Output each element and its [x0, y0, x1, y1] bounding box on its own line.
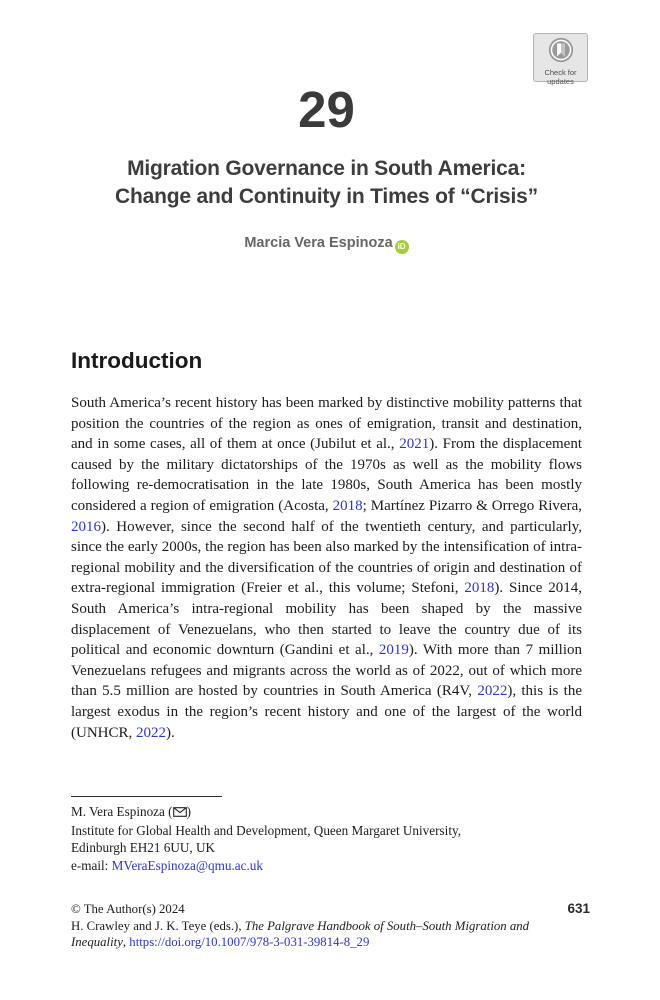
badge-label: Check for updates	[544, 68, 577, 86]
check-for-updates-badge[interactable]	[533, 33, 588, 86]
section-heading-introduction: Introduction	[71, 348, 203, 373]
envelope-icon	[173, 804, 187, 822]
correspondence-author-line: M. Vera Espinoza ( )	[71, 803, 582, 822]
paragraph-text: South America’s recent history has been marked by distinctive mobility patterns that position the countries of the region as ones of emigration, transit and destination, and in some cases, all of them at once (Jubilut et al.,	[71, 395, 582, 453]
chapter-number: 29	[298, 81, 355, 138]
intro-paragraph	[71, 393, 582, 743]
doi-link[interactable]: https://doi.org/10.1007/978-3-031-39814-8_29	[129, 935, 370, 949]
chapter-title-line1: Migration Governance in South America:	[127, 157, 526, 180]
orcid-id-icon[interactable]: iD	[395, 240, 409, 254]
paragraph-text: ). Since 2014, South America’s intra-regional mobility has been shaped by the massive displacement of Venezuelans, who then started to leave the country due of its political and economic downturn (Gandini et al.,	[71, 580, 582, 659]
citation-year-link[interactable]: 2022	[477, 683, 508, 700]
email-label: e-mail:	[71, 857, 112, 873]
paragraph-text: ). With more than 7 million Venezuelans refugees and migrants across the world as of 2022, out of which more than 5.5 million are hosted by countries in South America (R4V,	[71, 642, 582, 700]
paragraph-text: ). However, since the second half of the twentieth century, and particularly, since the early 2000s, the region has been also marked by the intensification of intra-regional mobility and the diversification of the countries of origin and destination of extra-regional immigration (Freier et al., this volume; Stefoni,	[71, 518, 582, 597]
crossmark-bookmark-icon	[548, 37, 574, 68]
chapter-title-line2: Change and Continuity in Times of “Crisis”	[115, 185, 538, 208]
copyright-line: © The Author(s) 2024	[71, 902, 185, 916]
imprint-line1: H. Crawley and J. K. Teye (eds.), The Palgrave Handbook of South–South Migration and	[71, 918, 530, 933]
affiliation-line1: Institute for Global Health and Development, Queen Margaret University,	[71, 822, 462, 838]
page-number: 631	[567, 901, 590, 916]
correspondence-footnote	[71, 796, 582, 874]
paragraph-text: ; Martínez Pizarro & Orrego Rivera,	[362, 497, 582, 514]
footnote-divider	[71, 796, 222, 797]
paragraph-text: ), this is the largest exodus in the region’s recent history and one of the largest of the world (UNHCR,	[71, 683, 582, 741]
citation-year-link[interactable]: 2018	[332, 497, 363, 514]
citation-year-link[interactable]: 2016	[71, 518, 101, 535]
citation-year-link[interactable]: 2022	[136, 724, 167, 741]
citation-year-link[interactable]: 2021	[399, 436, 430, 453]
email-line	[71, 857, 582, 875]
book-title-part1: The Palgrave Handbook of South–South Migration and	[244, 918, 530, 933]
chapter-title	[71, 155, 582, 211]
email-link[interactable]: MVeraEspinoza@qmu.ac.uk	[111, 857, 263, 873]
page-footer	[71, 901, 590, 951]
citation-year-link[interactable]: 2019	[378, 642, 409, 659]
author-name: Marcia Vera Espinoza	[244, 235, 393, 251]
paragraph-text: ). From the displacement caused by the military dictatorships of the 1970s as well as the mobility flows following re-democratisation in the late 1980s, South America has been mostly considered a region of emigration (Acosta,	[71, 436, 582, 514]
author-line	[71, 235, 582, 254]
imprint-line2: Inequality, https://doi.org/10.1007/978-3-031-39814-8_29	[71, 935, 370, 949]
book-title-part2: Inequality	[71, 935, 123, 949]
affiliation-line2: Edinburgh EH21 6UU, UK	[71, 840, 216, 856]
paragraph-text: ).	[166, 724, 175, 741]
citation-year-link[interactable]: 2018	[464, 580, 495, 597]
